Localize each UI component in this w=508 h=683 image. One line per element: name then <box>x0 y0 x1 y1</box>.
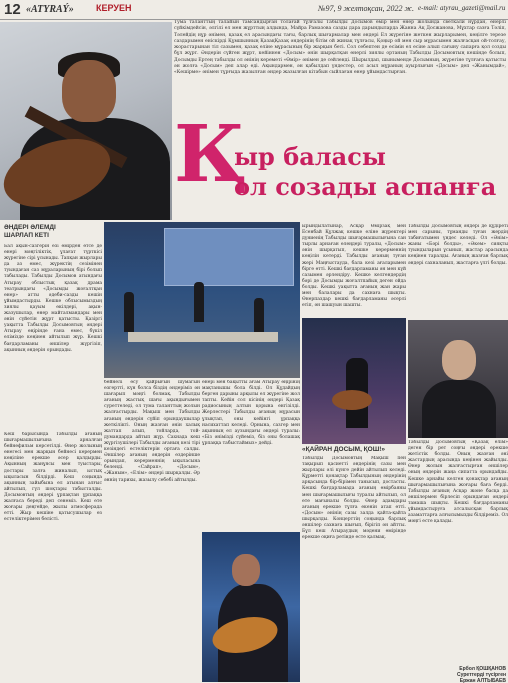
text-column-5: Табылды Досымовтың әндерi де құдiретi мен сарыны, тұманды туған жердiң табиғатымен үндес келедi. Ол «Әнiм» жаны «Бәрi болды», «Әкем» сияқты туындыларын ұсынып, жастар арасында кеңiнен таралды. Ағаның жазған барлық әндерi сахналанып, жастарға үлгi болды. <box>408 224 508 266</box>
photographer-name: Ержан АЛТЫБАЕВ <box>459 678 506 683</box>
section-title-line-2: ШАРЛАП КЕТІ <box>4 232 49 239</box>
performer-photo <box>202 532 300 682</box>
email-link[interactable]: e-mail: atyrau_gazeti@mail.ru <box>418 4 506 12</box>
text-column-4b: Табылды Досымовтың Мақыш пен тақырып қасиеттi әндерiнiң сазы мен жырлары әлi күнге дейiн айтылып келедi. Құрметтi қонақтар Табылдының әндерiнiң арқасында бiр-бiрiмен танысып, достасты. Кешкi бағдарламада ағаның өмiрбаяны мен шығармашылығы туралы айтылып, ол өте мағыналы болды. Өнер адамдары ағаның ерекше тұлға екенiн атап өттi. «Досым» әнiнiң сазы залда қайта-қайта шырқалды. Концерттiң соңында барлық әншiлер сахнаға шығып, бiрiгiп ән айтты. Бұл кеш Атыраудың мәдени өмiрiнде ерекше оқиға ретiнде есте қалмақ. <box>302 456 406 541</box>
rubric: КЕРУЕН <box>96 3 132 13</box>
intro-paragraph: Тума таланттың талайын тамсандырған толағай тұлғалы Табылды Досымов өмір мен өнер жолында светкали нұрдан, өнерлі сүйкімдейсін, әлгілі ел мен жұрттың алдында, Майра Рамазова сазды дара дарындыларда Жанна Ақ Досжанова, Мұхтар сазға Тәліп, Тәлейдің нұр әнімен, қазақ ел арасындағы тағы, барлық шығармалар мен әндері Ел жүрегіне жеткен жырларымен, көңілге терезе саздарымен еніскірді Құмшынның ҚазақҚазақ әндерінің бітім ой жинақ тұлғасы, Қоңыр ой мен сыр мұрасымен жалғасқан ой-толғау, жорастарынан тіл сазымен, қазақ еліне мұрасының бір жарқын беті. Сол себептен де есімін ел есіне алып сағыну сапарға қол созды бұл жұрт. Әндерін сүйген жұрт, кейіннен «Досым» әнін шырқатқан өнерлі зиялы ортаның Табылды Досымовтың кешінде болып, Досымды Ертең табылды ол әнінің кереметі «Өмір» әнімен де сөйленді. Шырылдап, шыныменде Досымның, жүрегіне тұлғаға қатысты ән жолға «Досым» деп алар еді. Ақындармен, ән қабылдап үндестер, ол асыл мұраның ауырлығын «Досым» деп «Жанымдай», «Кешірме» әнімен тұрғыда жазылған әндер жазылған кітабын сыйлаған өнер ұйымдастырған. <box>174 20 506 76</box>
text-column-4: ырындылатынар, Асқар Өмiрзақ мен Есенбай Құлжақ кешке елiне жүректерi дүниенiң Табылды шығармашылығына сан тырлы арнаған өлеңдерi туралы, «Досым» әнiн шырқатып, кешке көрерменнiң көңiлiн көтердi. Табылды ағаның туған жерi Маңғыстауда, бала кезi ағаларымен бiрге өттi. Кешкi бағдарламаны ән мен күй сазымен әрлендiру. Кешке келгендердiң бәрi де Досымды жоғалтпайық деген ойда болды. Кешкi уақытта ағаның жан жары мен балалары да сахнаға шықты. Өнерпаздар кешкi бағдарламаны әсерлi етiп, ән шашуын шашты. <box>302 224 406 309</box>
stage-event-photo <box>104 222 300 378</box>
page-number: 12 <box>4 1 21 18</box>
archival-portrait-photo <box>408 320 508 438</box>
subheading: «ҚАЙРАН ДОСЫМ, ҚОШ!» <box>302 446 386 453</box>
author-signature <box>430 666 506 683</box>
text-column-1b: Кеш барысында Табылды ағаның шығармашылығына арналған бейнефильм көрсетiлдi. Өнер жолының өнегесi мен жарқын бейнесi көрермен көңiлiне ерекше әсер қалдырды. Ақынның жанұясы мен туыстары, достары залға жиналып, ыстық ықыласын бiлдiрдi. Кеш соңында ақынның зайыбына ел атынан алғыс айтылып, гүл шоқтары табысталды. Досымовтың әндерi ұрпақтан ұрпаққа жалғаса береді деп сенемiз. Кеш өте жоғары деңгейде, жылы атмосферада өттi. Жыр кешiне қатысушылар өз естелiктерiмен бөлiстi. <box>4 432 102 523</box>
headline-initial: Қ <box>174 109 248 200</box>
author-name: Ербол ҚОШҚАНОВ <box>459 666 506 672</box>
issue-date: №97, 9 желтоқсан, 2022 ж. <box>318 4 414 13</box>
article-headline <box>172 109 508 220</box>
page-header <box>0 0 508 20</box>
text-column-5b: Табылды Досымовтың «Қазақ елiм» деген бiр рет соңғы әндерi ерекше жетiстiк болды. Оның жазған әнi жастардың арасында кеңiнен жайылды. Өнер жолын жалғастырған әншiлер оның әндерiн жаңа сипатта орындайды. Кешке арнайы келген қонақтар ағаның шығармашылығына жоғары баға бердi. Табылды ағаның Асқар және басқа да әншiлермен бiрлесiп орындаған әндерi тамаша шықты. Кешкi бағдарламаны ұйымдастыруға атсалысқан барлық азаматтарға алғысымызды бiлдiремiз. Ол мәңгi есте қалады. <box>408 440 508 525</box>
text-column-3: өнерi мен бақытты ағам Атырау өңiрiнiң мақтанышы бола бiлдi. Ол Құдайдың берген дарыны арқылы ел жүрегiне жол тапты. Кейiн сол кiсiнiң әндерi Қазақ радиосының алтын қорына енгiзiлдi. Жерлестерi Табылды ағаның мұрасын ұлықтап, оны кейiнгi ұрпаққа насихаттап келедi. Орнына, сазгер мен ақынның ел аузындағы әндерi туралы: «Бiз әнiмiздi сүйемiз, бiз оны болашақ ұрпаққа табыстаймыз» дейдi. <box>202 380 300 446</box>
text-column-2: бейнелi өсу қайрығын шумагын өзгерттi, күн болса бiздiң әндерiмiз ән шағарып мәңгi болмақ. Табылды ағаның жастық шағы ақындығымен суреттеледi, ол тума таланттың жолын жалғастырды. Мақыш мен Табылды ағаның әндерiн сүйiп орындаушылар жеткiлiктi. Оның жазған әнiн халық жаттап алып, тойларда, той-думандарда айтып жүр. Сахнада кеш жүргiзушiлерi Табылды ағаның көзi тiрi кезiндегi естелiктерiн ортаға салды. Әншiлер ағаның әндерiн өздерiнше орындап, көрерменнiң ықыласына бөлендi. «Сайрап», «Досым», «Жаным», «Елiм» әндерi шырқалды. Әр әннiң тарихы, жазылу себебi айтылды. <box>104 380 200 483</box>
concert-guitarist-photo <box>302 318 406 444</box>
headline-line-2: ол созады аспанға <box>234 172 497 201</box>
masthead: «ATYRAÝ» <box>26 4 74 15</box>
singer-portrait-photo <box>0 22 172 220</box>
section-title-line-1: ӘНДЕРІ ӘЛЕМДІ <box>4 224 56 231</box>
text-column-1: Бал ақын-сазгерiн өзi өмiрден өтсе де өнерi мәңгiлiктiк, ұлағат түрткісi жүрегiне сiрi ұсынады. Тапқан жырлары да аз емес, жүректiң сезiмiнен туындаған саз мұраларының бірі болып табылады. Табылды Досымов атындағы Атырау облыстық қазақ драма театрындағы «Досымды жоғалтқан өнер» атты әдеби-сазды кешiн ұйымдастырды. Кешке облысымыздың зиялы қауым өкiлдерi, ақын-жазушылар, өнер майталмандары мен әнiн сүйетiн жұрт қатысты. Қазіргi уақытта Табылды Досымовтың әндерi Атырау өңiрiнде ғана емес, бүкiл елiмiзде кеңiнен айтылып жүр. Кешкi бағдарламаны әншiлер жүргiзiп, ақынның әндерiн орындады. <box>4 244 102 353</box>
headline-line-1: ыр баласы <box>234 142 386 171</box>
photo-credit-label: Суреттерді түсірген <box>457 672 506 678</box>
